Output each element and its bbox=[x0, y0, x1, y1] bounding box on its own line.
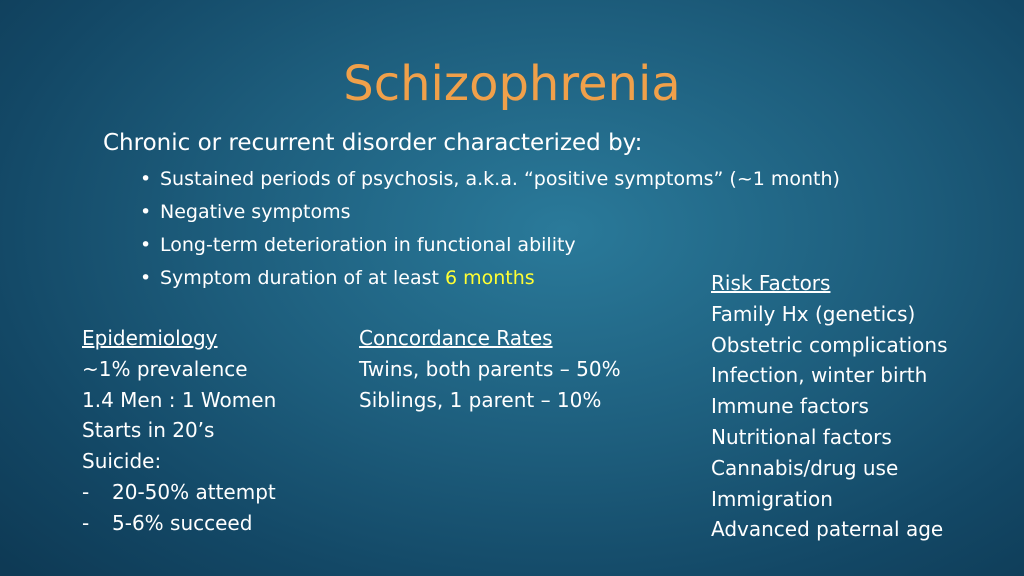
risk-factor-item: Infection, winter birth bbox=[711, 363, 928, 388]
epidemiology-line: Starts in 20’s bbox=[82, 418, 215, 443]
dash-icon: - bbox=[82, 510, 90, 535]
risk-factor-item: Immune factors bbox=[711, 394, 869, 419]
bullet-icon: • bbox=[140, 267, 152, 289]
intro-text: Chronic or recurrent disorder characterized by: bbox=[103, 130, 643, 156]
bullet-text: Symptom duration of at least bbox=[160, 267, 445, 289]
concordance-line: Twins, both parents – 50% bbox=[359, 356, 621, 381]
concordance-line: Siblings, 1 parent – 10% bbox=[359, 387, 602, 412]
bullet-icon: • bbox=[140, 168, 152, 190]
suicide-item bbox=[82, 477, 276, 508]
list-item bbox=[140, 163, 840, 196]
concordance-heading: Concordance Rates bbox=[359, 326, 553, 350]
slide-title: Schizophrenia bbox=[343, 56, 681, 112]
suicide-item-text: 20-50% attempt bbox=[112, 479, 276, 504]
suicide-item bbox=[82, 508, 276, 539]
risk-factor-item: Family Hx (genetics) bbox=[711, 301, 916, 326]
epidemiology-section bbox=[82, 323, 276, 539]
epidemiology-line: Suicide: bbox=[82, 449, 162, 474]
risk-factor-item: Nutritional factors bbox=[711, 424, 892, 449]
risk-factor-item: Immigration bbox=[711, 486, 833, 511]
dash-icon: - bbox=[82, 479, 90, 504]
highlighted-duration: 6 months bbox=[444, 267, 535, 289]
bullet-icon: • bbox=[140, 201, 152, 223]
list-item bbox=[140, 229, 840, 262]
bullet-icon: • bbox=[140, 234, 152, 256]
epidemiology-heading: Epidemiology bbox=[82, 326, 218, 350]
risk-factor-item: Obstetric complications bbox=[711, 332, 948, 357]
risk-factor-item: Cannabis/drug use bbox=[711, 455, 899, 480]
epidemiology-line: ~1% prevalence bbox=[82, 356, 248, 381]
risk-factors-section bbox=[711, 268, 947, 545]
list-item bbox=[140, 196, 840, 229]
suicide-item-text: 5-6% succeed bbox=[112, 510, 253, 535]
risk-factor-item: Advanced paternal age bbox=[711, 517, 944, 542]
bullet-text: Negative symptoms bbox=[160, 201, 351, 223]
bullet-text: Long-term deterioration in functional ability bbox=[160, 234, 576, 256]
concordance-section bbox=[359, 323, 621, 415]
bullet-text: Sustained periods of psychosis, a.k.a. “positive symptoms” (~1 month) bbox=[160, 168, 840, 190]
risk-factors-heading: Risk Factors bbox=[711, 271, 831, 295]
epidemiology-line: 1.4 Men : 1 Women bbox=[82, 387, 277, 412]
